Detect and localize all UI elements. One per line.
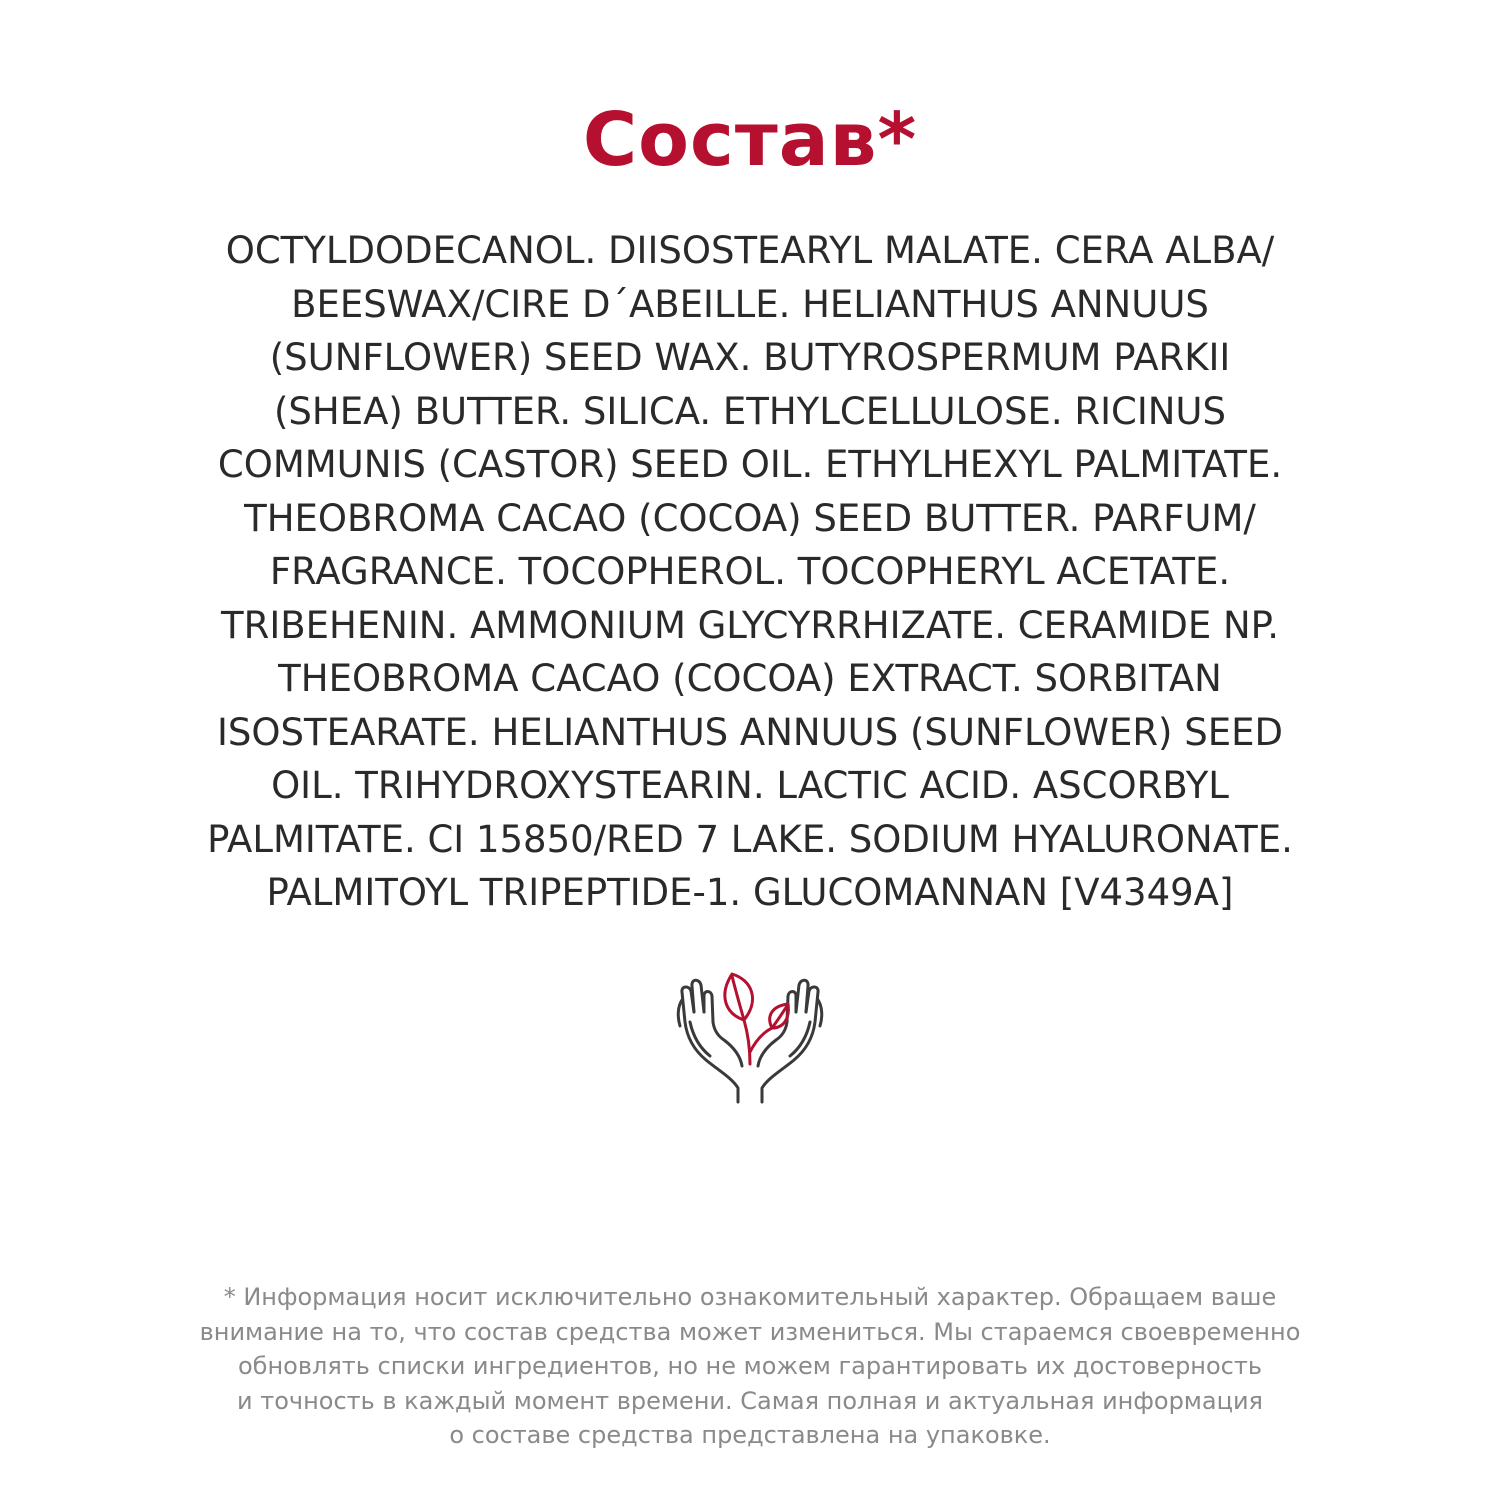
footnote-line: о составе средства представлена на упаковке. [449,1421,1051,1449]
ingredients-line: (SHEA) BUTTER. SILICA. ETHYLCELLULOSE. RICINUS [274,389,1226,433]
ingredients-line: THEOBROMA CACAO (COCOA) SEED BUTTER. PARFUM/ [244,496,1256,540]
ingredients-list [50,224,1450,920]
ingredients-line: OIL. TRIHYDROXYSTEARIN. LACTIC ACID. ASCORBYL [271,764,1229,807]
ingredients-line: (SUNFLOWER) SEED WAX. BUTYROSPERMUM PARKII [269,336,1231,379]
ingredients-line: PALMITATE. CI 15850/RED 7 LAKE. SODIUM HYALURONATE. [207,817,1293,861]
footnote-line: и точность в каждый момент времени. Самая полная и актуальная информация [237,1386,1263,1415]
ingredients-line: COMMUNIS (CASTOR) SEED OIL. ETHYLHEXYL PALMITATE. [217,443,1283,486]
disclaimer-footnote [40,1280,1460,1453]
ingredients-line: FRAGRANCE. TOCOPHEROL. TOCOPHERYL ACETATE. [269,550,1231,593]
ingredients-line: THEOBROMA CACAO (COCOA) EXTRACT. SORBITAN [278,657,1222,700]
footnote-line: обновлять списки ингредиентов, но не можем гарантировать их достоверность [237,1352,1262,1380]
hands-holding-leaves-icon [660,960,840,1110]
ingredients-line: BEESWAX/CIRE D´ABEILLE. HELIANTHUS ANNUUS [291,282,1209,326]
page-title: Состав* [582,97,918,183]
ingredients-line: PALMITOYL TRIPEPTIDE-1. GLUCOMANNAN [V4349A] [266,871,1234,914]
ingredients-line: ISOSTEARATE. HELIANTHUS ANNUUS (SUNFLOWER) SEED [217,710,1283,754]
ingredients-line: OCTYLDODECANOL. DIISOSTEARYL MALATE. CERA ALBA/ [225,229,1275,272]
footnote-line: * Информация носит исключительно ознакомительный характер. Обращаем ваше [223,1283,1277,1311]
footnote-line: внимание на то, что состав средства может измениться. Мы стараемся своевременно [199,1317,1301,1346]
ingredients-line: TRIBEHENIN. AMMONIUM GLYCYRRHIZATE. CERAMIDE NP. [221,603,1279,647]
